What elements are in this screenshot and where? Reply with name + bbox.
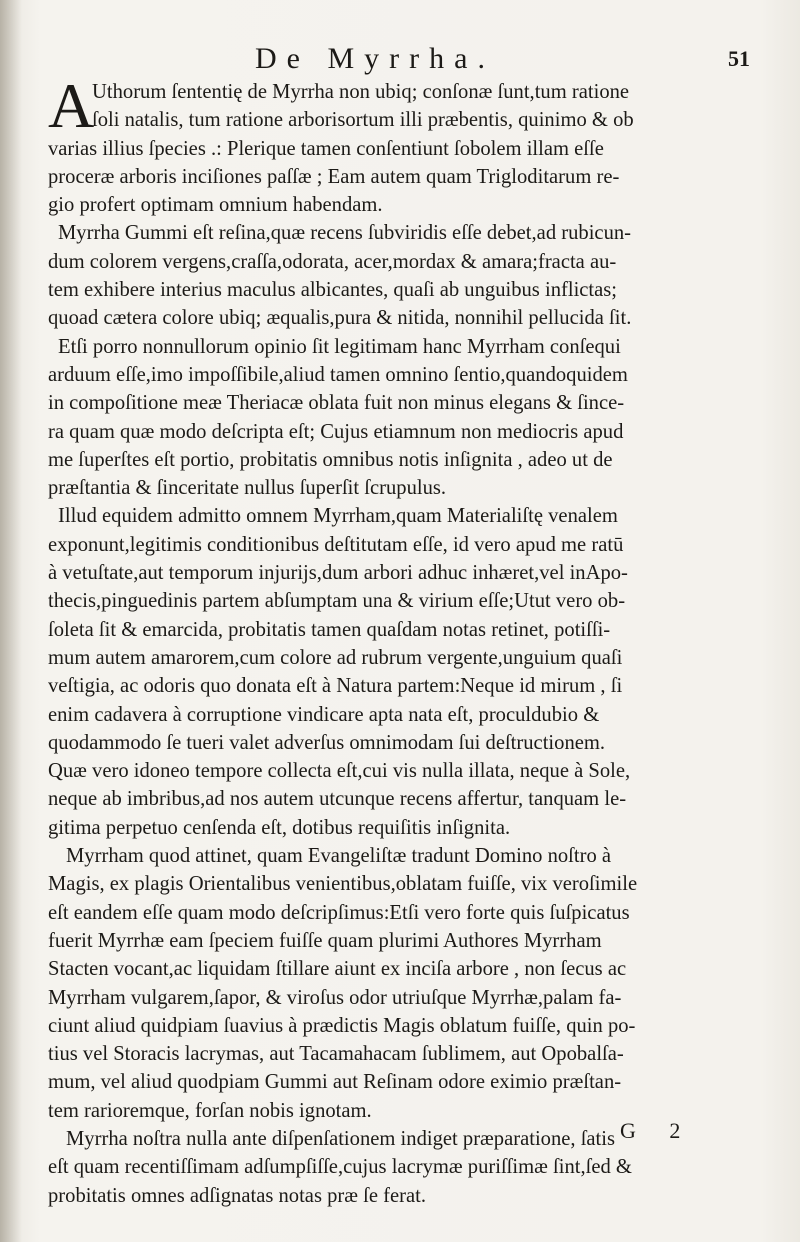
- text-line: Myrrham quod attinet, quam Evangeliſtæ tradunt Domino noſtro à: [66, 845, 612, 868]
- text-line: gio profert optimam omnium habendam.: [48, 194, 383, 217]
- text-line: neque ab imbribus,ad nos autem utcunque recens affertur, tanquam le-: [48, 788, 627, 811]
- text-line: præſtantia & ſinceritate nullus ſuperſit ſcrupulus.: [48, 477, 447, 500]
- text-line: Myrrham vulgarem,ſapor, & viroſus odor utriuſque Myrrhæ,palam fa-: [48, 986, 622, 1009]
- text-line: gitima perpetuo cenſenda eſt, dotibus requiſitis inſignita.: [48, 816, 511, 839]
- text-line: veſtigia, ac odoris quo donata eſt à Natura partem:Neque id mirum , ſi: [48, 675, 623, 698]
- text-line: me ſuperſtes eſt portio, probitatis omnibus notis inſignita , adeo ut de: [48, 448, 613, 471]
- text-line: mum, vel aliud quodpiam Gummi aut Reſinam odore eximio præſtan-: [48, 1071, 622, 1094]
- drop-capital: A: [48, 70, 95, 141]
- text-line: tem rarioremque, forſan nobis ignotam.: [48, 1099, 372, 1122]
- binding-gutter-shadow: [0, 0, 22, 1242]
- text-line: dum colorem vergens,craſſa,odorata, acer,mordax & amara;fracta au-: [48, 250, 617, 273]
- text-line: enim cadavera à corruptione vindicare apta nata eſt, proculdubio &: [48, 703, 600, 726]
- text-line: proceræ arboris inciſiones paſſæ ; Eam autem quam Trigloditarum re-: [48, 165, 620, 188]
- text-line: exponunt,legitimis conditionibus deſtitutam eſſe, id vero apud me ratū: [48, 533, 624, 556]
- text-line: in compoſitione meæ Theriacæ oblata fuit non minus elegans & ſince-: [48, 392, 625, 415]
- text-line: à vetuſtate,aut temporum injurijs,dum arbori adhuc inhæret,vel inApo-: [48, 562, 628, 585]
- page-header: [60, 42, 760, 76]
- text-line: Myrrha Gummi eſt reſina,quæ recens ſubviridis eſſe debet,ad rubicun-: [58, 222, 632, 245]
- page-footer: [0, 1118, 800, 1158]
- text-line: quoad cætera colore ubiq; æqualis,pura & nitida, nonnihil pellucida ſit.: [48, 307, 632, 330]
- text-line: ſoleta ſit & emarcida, probitatis tamen quaſdam notas retinet, potiſſi-: [48, 618, 611, 641]
- text-line: mum autem amarorem,cum colore ad rubrum vergente,unguium quaſi: [48, 646, 623, 669]
- text-line: arduum eſſe,imo impoſſibile,aliud tamen omnino ſentio,quandoquidem: [48, 363, 628, 386]
- text-line: probitatis omnes adſignatas notas præ ſe ferat.: [48, 1184, 427, 1207]
- text-line: eſt eandem eſſe quam modo deſcripſimus:Etſi vero forte quis ſuſpicatus: [48, 901, 630, 924]
- page-number: 51: [728, 46, 750, 71]
- text-line: Etſi porro nonnullorum opinio ſit legitimam hanc Myrrham conſequi: [58, 335, 621, 358]
- text-line: ra quam quæ modo deſcripta eſt; Cujus etiamnum non mediocris apud: [48, 420, 624, 443]
- text-line: thecis,pinguedinis partem abſumptam una & virium eſſe;Utut vero ob-: [48, 590, 626, 613]
- text-line: eſt quam recentiſſimam adſumpſiſſe,cujus lacrymæ puriſſimæ ſint,ſed &: [48, 1156, 632, 1179]
- text-line: tem exhibere interius maculus albicantes, quaſi ab unguibus inflictas;: [48, 279, 618, 302]
- text-line: ciunt aliud quidpiam ſuavius à prædictis Magis oblatum fuiſſe, quin po-: [48, 1014, 636, 1037]
- running-title: De Myrrha.: [255, 42, 495, 75]
- text-line: Illud equidem admitto omnem Myrrham,quam Materialiſtę venalem: [58, 505, 618, 528]
- text-line: Magis, ex plagis Orientalibus venientibus,oblatam fuiſſe, vix veroſimile: [48, 873, 638, 896]
- body-text: [48, 70, 748, 1210]
- text-line: Myrrha noſtra nulla ante diſpenſationem indiget præparatione, ſatis: [66, 1127, 616, 1150]
- signature-mark: G 2: [620, 1118, 695, 1143]
- text-line: Stacten vocant,ac liquidam ſtillare aiunt ex inciſa arbore , non ſecus ac: [48, 958, 627, 981]
- text-line: tius vel Storacis lacrymas, aut Tacamahacam ſublimem, aut Opobalſa-: [48, 1043, 624, 1066]
- text-line: varias illius ſpecies .: Plerique tamen conſentiunt ſobolem illam eſſe: [48, 137, 604, 160]
- text-line: ſoli natalis, tum ratione arborisortum illi præbentis, quinimo & ob: [92, 109, 634, 132]
- text-line: quodammodo ſe tueri valet adverſus omnimodam ſui deſtructionem.: [48, 731, 606, 754]
- text-line: Uthorum ſententię de Myrrha non ubiq; conſonæ ſunt,tum ratione: [92, 81, 630, 103]
- text-line: fuerit Myrrhæ eam ſpeciem fuiſſe quam plurimi Authores Myrrham: [48, 929, 602, 952]
- text-line: Quæ vero idoneo tempore collecta eſt,cui vis nulla illata, neque à Sole,: [48, 760, 631, 783]
